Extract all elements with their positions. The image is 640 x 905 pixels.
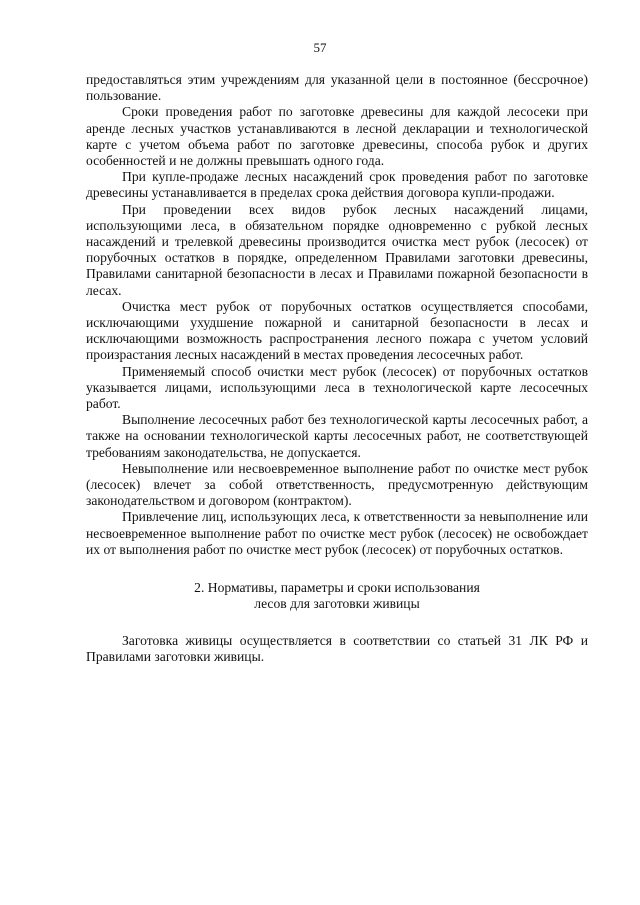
- paragraph-purchase-sale-term: При купле-продаже лесных насаждений срок проведения работ по заготовке древесины устанавливается в пределах срока действия договора купли-продажи.: [86, 169, 588, 201]
- document-body: [86, 72, 588, 665]
- paragraph-logging-deadlines: Сроки проведения работ по заготовке древесины для каждой лесосеки при аренде лесных участков устанавливаются в лесной декларации и технологической карте с учетом объема работ по заготовке древесины, способа рубок и других особенностей и не должны превышать одного года.: [86, 104, 588, 169]
- paragraph-no-technological-map: Выполнение лесосечных работ без технологической карты лесосечных работ, а также на основании технологической карты лесосечных работ, не соответствующей требованиям законодательства, не допускается.: [86, 412, 588, 460]
- paragraph-cleanup-methods: Очистка мест рубок от порубочных остатков осуществляется способами, исключающими ухудшение пожарной и санитарной безопасности в лесах и исключающими возможность распространения лесного пожара с учетом условий произрастания лесных насаждений в местах проведения лесосечных работ.: [86, 298, 588, 363]
- paragraph-continuation: предоставляться этим учреждениям для указанной цели в постоянное (бессрочное) пользование.: [86, 72, 588, 104]
- section-heading: [86, 580, 588, 612]
- paragraph-liability-not-exempt: Привлечение лиц, использующих леса, к ответственности за невыполнение или несвоевременное выполнение работ по очистке мест рубок (лесосек) не освобождает их от выполнения работ по очистке мест рубок (лесосек) от порубочных остатков.: [86, 509, 588, 557]
- paragraph-felling-cleanup: При проведении всех видов рубок лесных насаждений лицами, использующими леса, в обязательном порядке одновременно с рубкой лесных насаждений и трелевкой древесины производится очистка мест рубок (лесосек) от порубочных остатков в порядке, определенном Правилами заготовки древесины, Правилами санитарной безопасности в лесах и Правилами пожарной безопасности в лесах.: [86, 201, 588, 298]
- section-heading-line-2: лесов для заготовки живицы: [254, 596, 420, 612]
- page-number: 57: [313, 40, 327, 55]
- paragraph-resin-harvesting: Заготовка живицы осуществляется в соответствии со статьей 31 ЛК РФ и Правилами заготовки живицы.: [86, 632, 588, 664]
- paragraph-liability: Невыполнение или несвоевременное выполнение работ по очистке мест рубок (лесосек) влечет за собой ответственность, предусмотренную действующим законодательством и договором (контрактом).: [86, 460, 588, 509]
- paragraph-cleanup-method-specified: Применяемый способ очистки мест рубок (лесосек) от порубочных остатков указывается лицами, использующими леса в технологической карте лесосечных работ.: [86, 363, 588, 412]
- section-heading-line-1: 2. Нормативы, параметры и сроки использования: [194, 580, 480, 596]
